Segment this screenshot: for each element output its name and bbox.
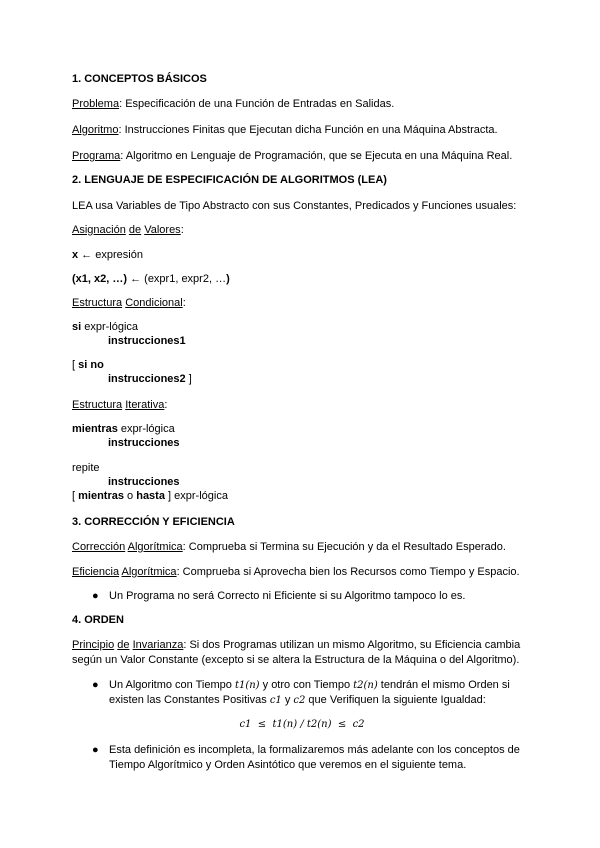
iterativa-label: Estructura Iterativa: <box>72 399 168 411</box>
programa-term: Programa <box>72 150 121 162</box>
repite-line: repite <box>72 462 100 474</box>
instrucciones2-line: instrucciones2 ] <box>108 373 192 385</box>
invarianza-line-2: según un Valor Constante (excepto si se altera la Estructura de la Máquina o del Algoritmo). <box>72 654 520 666</box>
asignacion-label: Asignación de Valores: <box>72 224 184 236</box>
instrucciones-mientras-line: instrucciones <box>108 437 180 449</box>
lea-intro: LEA usa Variables de Tipo Abstracto con sus Constantes, Predicados y Funciones usuales: <box>72 200 517 212</box>
assign-simple: x ← expresión <box>72 249 143 261</box>
assign-tuple: (x1, x2, …) ← (expr1, expr2, …) <box>72 273 230 285</box>
section-1-heading: 1. CONCEPTOS BÁSICOS <box>72 73 207 85</box>
bullet-icon: ● <box>92 590 99 602</box>
correccion-definition: Corrección Algorítmica: Comprueba si Termina su Ejecución y da el Resultado Esperado. <box>72 541 506 553</box>
algoritmo-definition: Algoritmo: Instrucciones Finitas que Ejecutan dicha Función en una Máquina Abstracta. <box>72 124 498 136</box>
mientras-hasta-line: [ mientras o hasta ] expr-lógica <box>72 490 228 502</box>
section-2-heading: 2. LENGUAJE DE ESPECIFICACIÓN DE ALGORITMOS (LEA) <box>72 174 387 186</box>
invarianza-formula: c1 ≤ t1(n) / t2(n) ≤ c2 <box>239 719 365 730</box>
programa-definition: Programa: Algoritmo en Lenguaje de Programación, que se Ejecuta en una Máquina Real. <box>72 150 513 162</box>
algoritmo-term: Algoritmo <box>72 124 119 136</box>
section-3-heading: 3. CORRECCIÓN Y EFICIENCIA <box>72 516 235 528</box>
section-4-heading: 4. ORDEN <box>72 614 124 626</box>
eficiencia-definition: Eficiencia Algorítmica: Comprueba si Aprovecha bien los Recursos como Tiempo y Espacio. <box>72 566 520 578</box>
instrucciones-repite-line: instrucciones <box>108 476 180 488</box>
problema-term: Problema <box>72 98 120 110</box>
instrucciones1-line: instrucciones1 <box>108 335 186 347</box>
invarianza-line-1: Principio de Invarianza: Si dos Programas utilizan un mismo Algoritmo, su Eficiencia cambia <box>72 639 521 651</box>
bullet-icon: ● <box>92 679 99 691</box>
problema-definition: Problema: Especificación de una Función de Entradas en Salidas. <box>72 98 395 110</box>
sino-line: [ si no <box>72 359 104 371</box>
condicional-label: Estructura Condicional: <box>72 297 186 309</box>
bullet-icon: ● <box>92 744 99 756</box>
mientras-line: mientras expr-lógica <box>72 423 175 435</box>
si-line: si expr-lógica <box>72 321 139 333</box>
